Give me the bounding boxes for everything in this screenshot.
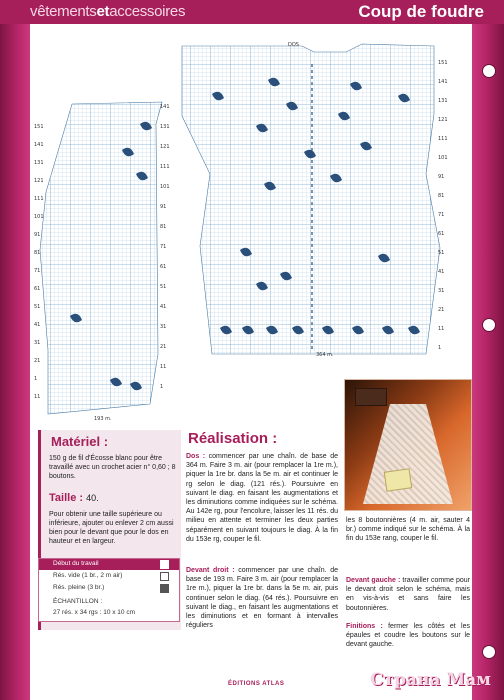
buttonhole-text: les 8 boutonnières (4 m. air, sauter 4 br.) comme indiqué sur le schéma. À la fin du 153e rang, couper le fil. — [346, 517, 470, 543]
front-row-tick-right: 101 — [160, 184, 170, 190]
legend-row-start — [39, 559, 179, 570]
realisation-col-1b — [186, 566, 338, 630]
finitions-label: Finitions : — [346, 623, 383, 630]
back-row-tick: 21 — [438, 307, 445, 313]
front-row-tick-left: 81 — [34, 250, 41, 256]
size-title: Taille : — [49, 492, 84, 504]
back-row-tick: 1 — [438, 345, 442, 351]
front-row-tick-right: 1 — [160, 384, 164, 390]
front-row-tick-right: 111 — [160, 164, 170, 170]
legend-label: Rés. pleine (3 br.) — [53, 584, 105, 591]
stitch-legend — [38, 558, 180, 622]
gauge-title: ÉCHANTILLON : — [53, 598, 103, 605]
back-row-tick: 11 — [438, 326, 445, 332]
back-row-tick: 111 — [438, 136, 448, 142]
dos-text: commencer par une chaîn. de base de 364 m. Faire 3 m. air (pour remplacer la 1re m.), piquer la 1re br. dans la 5e m. air et continuer le rg selon le diag. (121 rés.). Poursuivre en suivant le diag. en faisant les augmentations et les diminutions comme indiquées sur le schéma. Au 142e rg, pour l'encolure, laisser les 11 rés. du milieu en attente et terminer les deux parties séparément en suivant toujours le diag. À la fin du 153e rg, couper le fil. — [186, 453, 338, 543]
back-row-tick: 121 — [438, 117, 448, 123]
back-row-tick: 41 — [438, 269, 445, 275]
realisation-title: Réalisation : — [188, 430, 278, 447]
front-row-tick-right: 41 — [160, 304, 167, 310]
front-row-tick-right: 61 — [160, 264, 167, 270]
front-row-tick-left: 1 — [34, 376, 38, 382]
legend-row-empty — [39, 571, 179, 582]
front-row-tick-left: 41 — [34, 322, 41, 328]
materials-text: 150 g de fil d'Écosse blanc pour être travaillé avec un crochet acier n° 0,60 ; 8 boutons. — [49, 455, 176, 480]
photo-card — [384, 468, 413, 491]
devant-droit-label: Devant droit : — [186, 567, 235, 574]
realisation-col-2 — [346, 516, 470, 544]
back-row-tick: 151 — [438, 60, 448, 66]
front-width-label: 193 m. — [94, 416, 112, 422]
front-row-tick-right: 11 — [160, 364, 167, 370]
size-value: 40. — [86, 493, 99, 503]
realisation-col-2c — [346, 622, 470, 650]
front-row-tick-left: 131 — [34, 160, 44, 166]
front-row-tick-left: 101 — [34, 214, 44, 220]
front-row-tick-left: 11 — [34, 394, 41, 400]
front-row-tick-left: 71 — [34, 268, 41, 274]
front-row-tick-left: 111 — [34, 196, 44, 202]
photo-box — [355, 388, 387, 406]
front-row-tick-right: 131 — [160, 124, 170, 130]
legend-label: Rés. vide (1 br., 2 m air) — [53, 572, 123, 579]
brand-part-b: et — [96, 3, 110, 20]
back-row-tick: 91 — [438, 174, 445, 180]
back-row-tick: 31 — [438, 288, 445, 294]
devant-gauche-label: Devant gauche : — [346, 577, 401, 584]
legend-label: Début du travail — [53, 560, 99, 567]
back-row-tick: 71 — [438, 212, 445, 218]
front-panel-chart — [40, 102, 162, 414]
back-row-tick: 101 — [438, 155, 448, 161]
diagram-svg — [30, 24, 472, 424]
front-row-tick-left: 141 — [34, 142, 44, 148]
binder-hole — [482, 318, 496, 332]
front-row-tick-left: 151 — [34, 124, 44, 130]
back-panel-chart — [182, 44, 440, 354]
front-row-tick-right: 31 — [160, 324, 167, 330]
realisation-col-1 — [186, 452, 338, 544]
front-row-tick-left: 31 — [34, 340, 41, 346]
finitions-text: fermer les côtés et les épaules et coudre les boutons sur le devant gauche. — [346, 623, 470, 649]
section-title — [30, 3, 185, 20]
front-row-tick-left: 51 — [34, 304, 41, 310]
dos-label: Dos : — [186, 453, 206, 460]
front-row-tick-left: 61 — [34, 286, 41, 292]
size-text: Pour obtenir une taille supérieure ou inférieure, ajouter ou enlever 2 cm aussi bien pour le devant que pour le dos en hauteur et en largeur. — [49, 511, 174, 545]
brand-part-a: vêtements — [30, 3, 97, 20]
front-row-tick-left: 121 — [34, 178, 44, 184]
back-row-tick: 81 — [438, 193, 445, 199]
watermark: Страна Мам — [370, 670, 491, 690]
left-edge-band — [0, 24, 30, 700]
binder-hole — [482, 645, 496, 659]
front-row-tick-right: 141 — [160, 104, 170, 110]
start-arrow-icon — [160, 560, 169, 569]
garment-photo — [344, 379, 472, 511]
empty-square-icon — [160, 572, 169, 581]
front-row-tick-right: 121 — [160, 144, 170, 150]
page-header — [0, 0, 504, 24]
publisher-logo: ÉDITIONS ATLAS — [228, 681, 285, 687]
brand-part-c: accessoires — [109, 3, 186, 20]
front-row-tick-right: 91 — [160, 204, 167, 210]
gauge-text: 27 rés. x 34 rgs : 10 x 10 cm — [53, 609, 136, 616]
devant-droit-text: commencer par une chaîn. de base de 193 m. Faire 3 m. air (pour remplacer la 1re m.), piquer la 1re br. dans la 5e m. air, puis continuer selon le diag. (64 rés.). Poursuivre en suivant le diag., en faisant les augmentations et les diminutions et en formant à intervalles réguliers — [186, 567, 338, 630]
devant-gauche-text: travailler comme pour le devant droit selon le schéma, mais en vis-à-vis et sans faire les boutonnières. — [346, 577, 470, 612]
back-row-tick: 61 — [438, 231, 445, 237]
legend-row-filled — [39, 583, 179, 594]
page-title: Coup de foudre — [358, 2, 484, 21]
size-heading — [49, 492, 99, 504]
back-row-tick: 51 — [438, 250, 445, 256]
back-row-tick: 141 — [438, 79, 448, 85]
front-row-tick-left: 21 — [34, 358, 41, 364]
front-row-tick-right: 51 — [160, 284, 167, 290]
gauge-label — [39, 597, 179, 608]
filled-square-icon — [160, 584, 169, 593]
front-row-tick-right: 81 — [160, 224, 167, 230]
back-row-tick: 131 — [438, 98, 448, 104]
crochet-diagram — [30, 24, 472, 424]
front-row-tick-right: 71 — [160, 244, 167, 250]
front-row-tick-left: 91 — [34, 232, 41, 238]
front-row-tick-right: 21 — [160, 344, 167, 350]
right-edge-band — [472, 24, 504, 700]
gauge-value — [39, 608, 179, 619]
materials-title: Matériel : — [51, 434, 109, 449]
back-label: DOS — [288, 42, 299, 48]
binder-hole — [482, 64, 496, 78]
photo-lace — [363, 404, 453, 504]
back-width-label: 364 m. — [316, 352, 334, 358]
realisation-col-2b — [346, 576, 470, 613]
